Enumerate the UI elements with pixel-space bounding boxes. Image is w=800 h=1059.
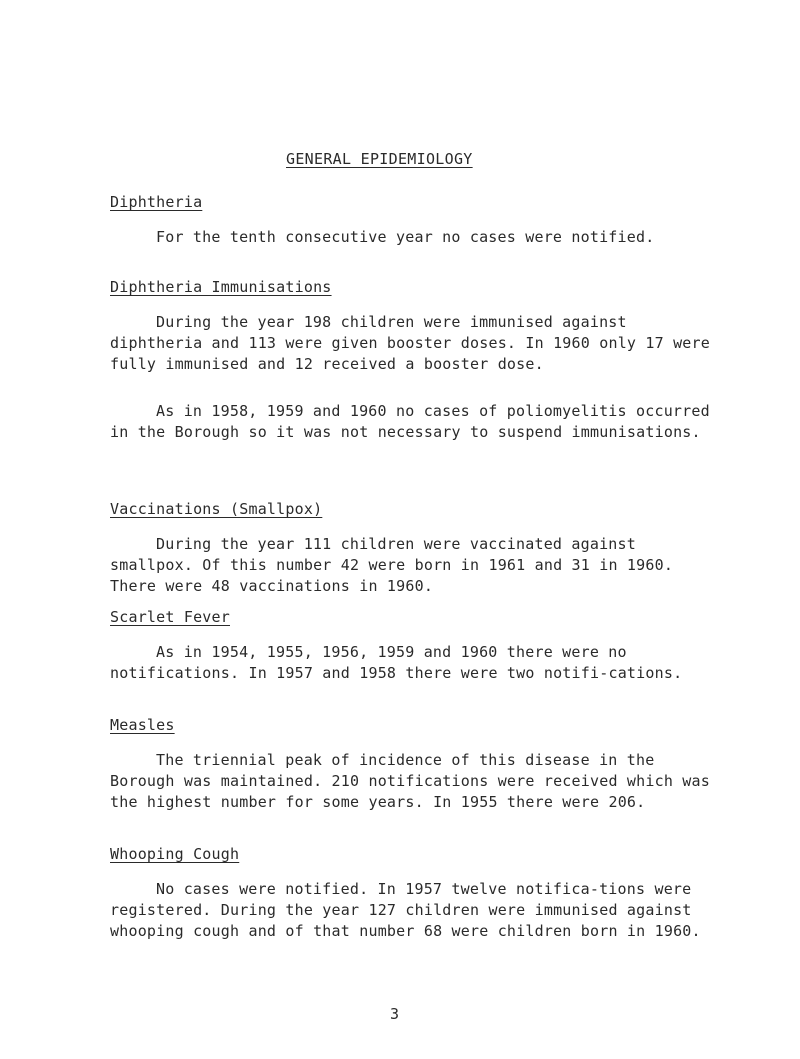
section-paragraph: For the tenth consecutive year no cases were notified.: [156, 228, 655, 246]
section-heading: Diphtheria: [110, 193, 203, 211]
section-whooping-cough: [110, 845, 720, 942]
section-heading: Diphtheria Immunisations: [110, 278, 332, 296]
section-vaccinations-smallpox: [110, 500, 720, 597]
section-paragraph: The triennial peak of incidence of this disease in the Borough was maintained. 210 notifications were received which was the highest number for some years. In 1955 there were 206.: [110, 751, 710, 811]
section-measles: [110, 716, 720, 813]
section-heading: Measles: [110, 716, 175, 734]
section-paragraph: As in 1954, 1955, 1956, 1959 and 1960 there were no notifications. In 1957 and 1958 there were two notifi-cations.: [110, 643, 683, 682]
page-number: 3: [390, 1005, 400, 1023]
section-paragraph: During the year 198 children were immunised against diphtheria and 113 were given booster doses. In 1960 only 17 were fully immunised and 12 received a booster dose.: [110, 313, 710, 373]
section-paragraph: As in 1958, 1959 and 1960 no cases of poliomyelitis occurred in the Borough so it was not necessary to suspend immunisations.: [110, 402, 710, 441]
page-title: GENERAL EPIDEMIOLOGY: [286, 150, 473, 168]
section-paragraph: During the year 111 children were vaccinated against smallpox. Of this number 42 were born in 1961 and 31 in 1960. There were 48 vaccinations in 1960.: [110, 535, 674, 595]
section-heading: Whooping Cough: [110, 845, 240, 863]
section-heading: Vaccinations (Smallpox): [110, 500, 323, 518]
section-diphtheria: [110, 193, 720, 248]
section-heading: Scarlet Fever: [110, 608, 230, 626]
section-diphtheria-immunisations: [110, 278, 720, 443]
section-paragraph: No cases were notified. In 1957 twelve notifica-tions were registered. During the year 127 children were immunised against whooping cough and of that number 68 were children born in 1960.: [110, 880, 701, 940]
section-scarlet-fever: [110, 608, 720, 684]
